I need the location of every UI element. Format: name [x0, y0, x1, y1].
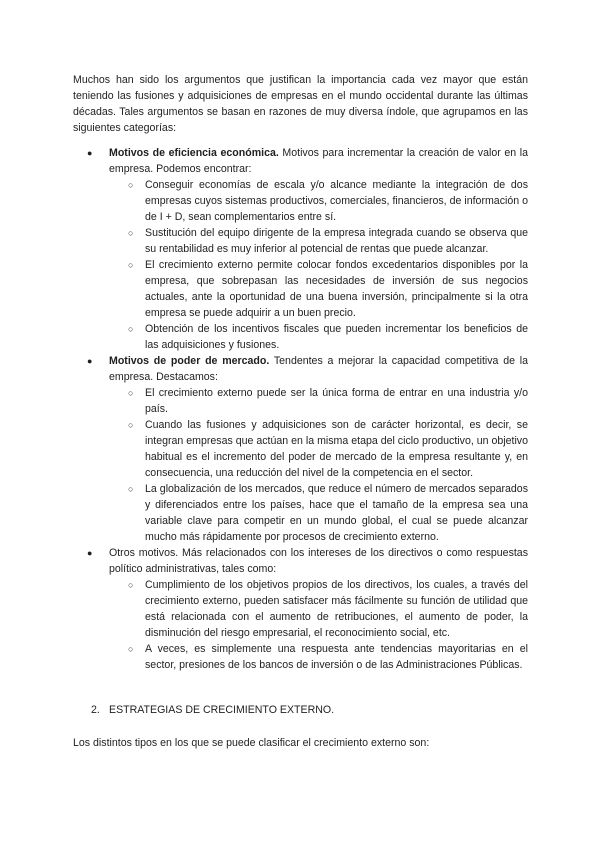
section-number: 2.	[91, 704, 100, 716]
sub-bullet-icon: ○	[128, 644, 134, 654]
bullet-icon: ●	[87, 548, 93, 558]
category-otros-motivos	[73, 545, 528, 577]
category-eficiencia	[73, 145, 528, 177]
list-item: ○ El crecimiento externo permite colocar fondos excedentarios disponibles por la empresa, que sobrepasan las necesidades de inversión de sus negocios actuales, ante la oportunidad de una buena inversión, principalmente si la otra empresa se puede adquirir a un buen precio.	[128, 259, 528, 319]
list-item: ○ Obtención de los incentivos fiscales que pueden incrementar los beneficios de las adquisiciones y fusiones.	[128, 323, 528, 351]
list-item: ○ El crecimiento externo puede ser la única forma de entrar en una industria y/o país.	[128, 387, 528, 415]
section-title: ESTRATEGIAS DE CRECIMIENTO EXTERNO.	[109, 704, 335, 716]
sub-bullet-icon: ○	[128, 180, 134, 190]
category-text: Otros motivos. Más relacionados con los intereses de los directivos o como respuestas político administrativas, tales como:	[109, 547, 528, 575]
list-item: ○ Conseguir economías de escala y/o alcance mediante la integración de dos empresas cuyos sistemas productivos, comerciales, financieros, de información o de I + D, sean complementarios entre sí.	[128, 179, 528, 223]
category-title: Motivos de poder de mercado.	[109, 355, 270, 367]
sub-bullet-icon: ○	[128, 388, 134, 398]
sub-list-poder-mercado	[109, 385, 528, 545]
category-text: Motivos para incrementar la creación de valor en la empresa. Podemos encontrar:	[109, 147, 528, 175]
list-item: ○ Cuando las fusiones y adquisiciones son de carácter horizontal, es decir, se integran empresas que actúan en la misma etapa del ciclo productivo, un objetivo habitual es el incremento del poder de mercado de la empresa resultante y, en consecuencia, una reducción del nivel de la competencia en el sector.	[128, 419, 528, 479]
sub-list-eficiencia	[109, 177, 528, 353]
sub-bullet-icon: ○	[128, 324, 134, 334]
category-title: Motivos de eficiencia económica.	[109, 147, 279, 159]
bullet-icon: ●	[87, 148, 93, 158]
intro-paragraph: Muchos han sido los argumentos que justifican la importancia cada vez mayor que están teniendo las fusiones y adquisiciones de empresas en el mundo occidental durante las últimas décadas. Tales argumentos se basan en razones de muy diversa índole, que agrupamos en las siguientes categorías:	[73, 74, 528, 134]
sub-bullet-icon: ○	[128, 484, 134, 494]
sub-list-otros-motivos	[109, 577, 528, 673]
section-heading	[91, 702, 334, 718]
sub-bullet-icon: ○	[128, 580, 134, 590]
closing-paragraph: Los distintos tipos en los que se puede clasificar el crecimiento externo son:	[73, 737, 430, 749]
sub-bullet-icon: ○	[128, 260, 134, 270]
category-list	[73, 145, 528, 673]
sub-bullet-icon: ○	[128, 420, 134, 430]
category-poder-mercado	[73, 353, 528, 385]
list-item: ○ Cumplimiento de los objetivos propios de los directivos, los cuales, a través del crecimiento externo, pueden satisfacer más fácilmente su función de utilidad que está relacionada con el aumento de retribuciones, el aumento de poder, la disminución del riesgo empresarial, el reconocimiento social, etc.	[128, 579, 528, 639]
list-item: ○ La globalización de los mercados, que reduce el número de mercados separados y diferenciados entre los países, hace que el tamaño de la empresa sea una variable clave para competir en un mundo global, el cual se puede alcanzar mucho más rápidamente por procesos de crecimiento externo.	[128, 483, 528, 543]
bullet-icon: ●	[87, 356, 93, 366]
sub-bullet-icon: ○	[128, 228, 134, 238]
category-text: Tendentes a mejorar la capacidad competitiva de la empresa. Destacamos:	[109, 355, 528, 383]
list-item: ○ A veces, es simplemente una respuesta ante tendencias mayoritarias en el sector, presiones de los bancos de inversión o de las Administraciones Públicas.	[128, 643, 528, 671]
list-item: ○ Sustitución del equipo dirigente de la empresa integrada cuando se observa que su rentabilidad es muy inferior al potencial de rentas que puede alcanzar.	[128, 227, 528, 255]
